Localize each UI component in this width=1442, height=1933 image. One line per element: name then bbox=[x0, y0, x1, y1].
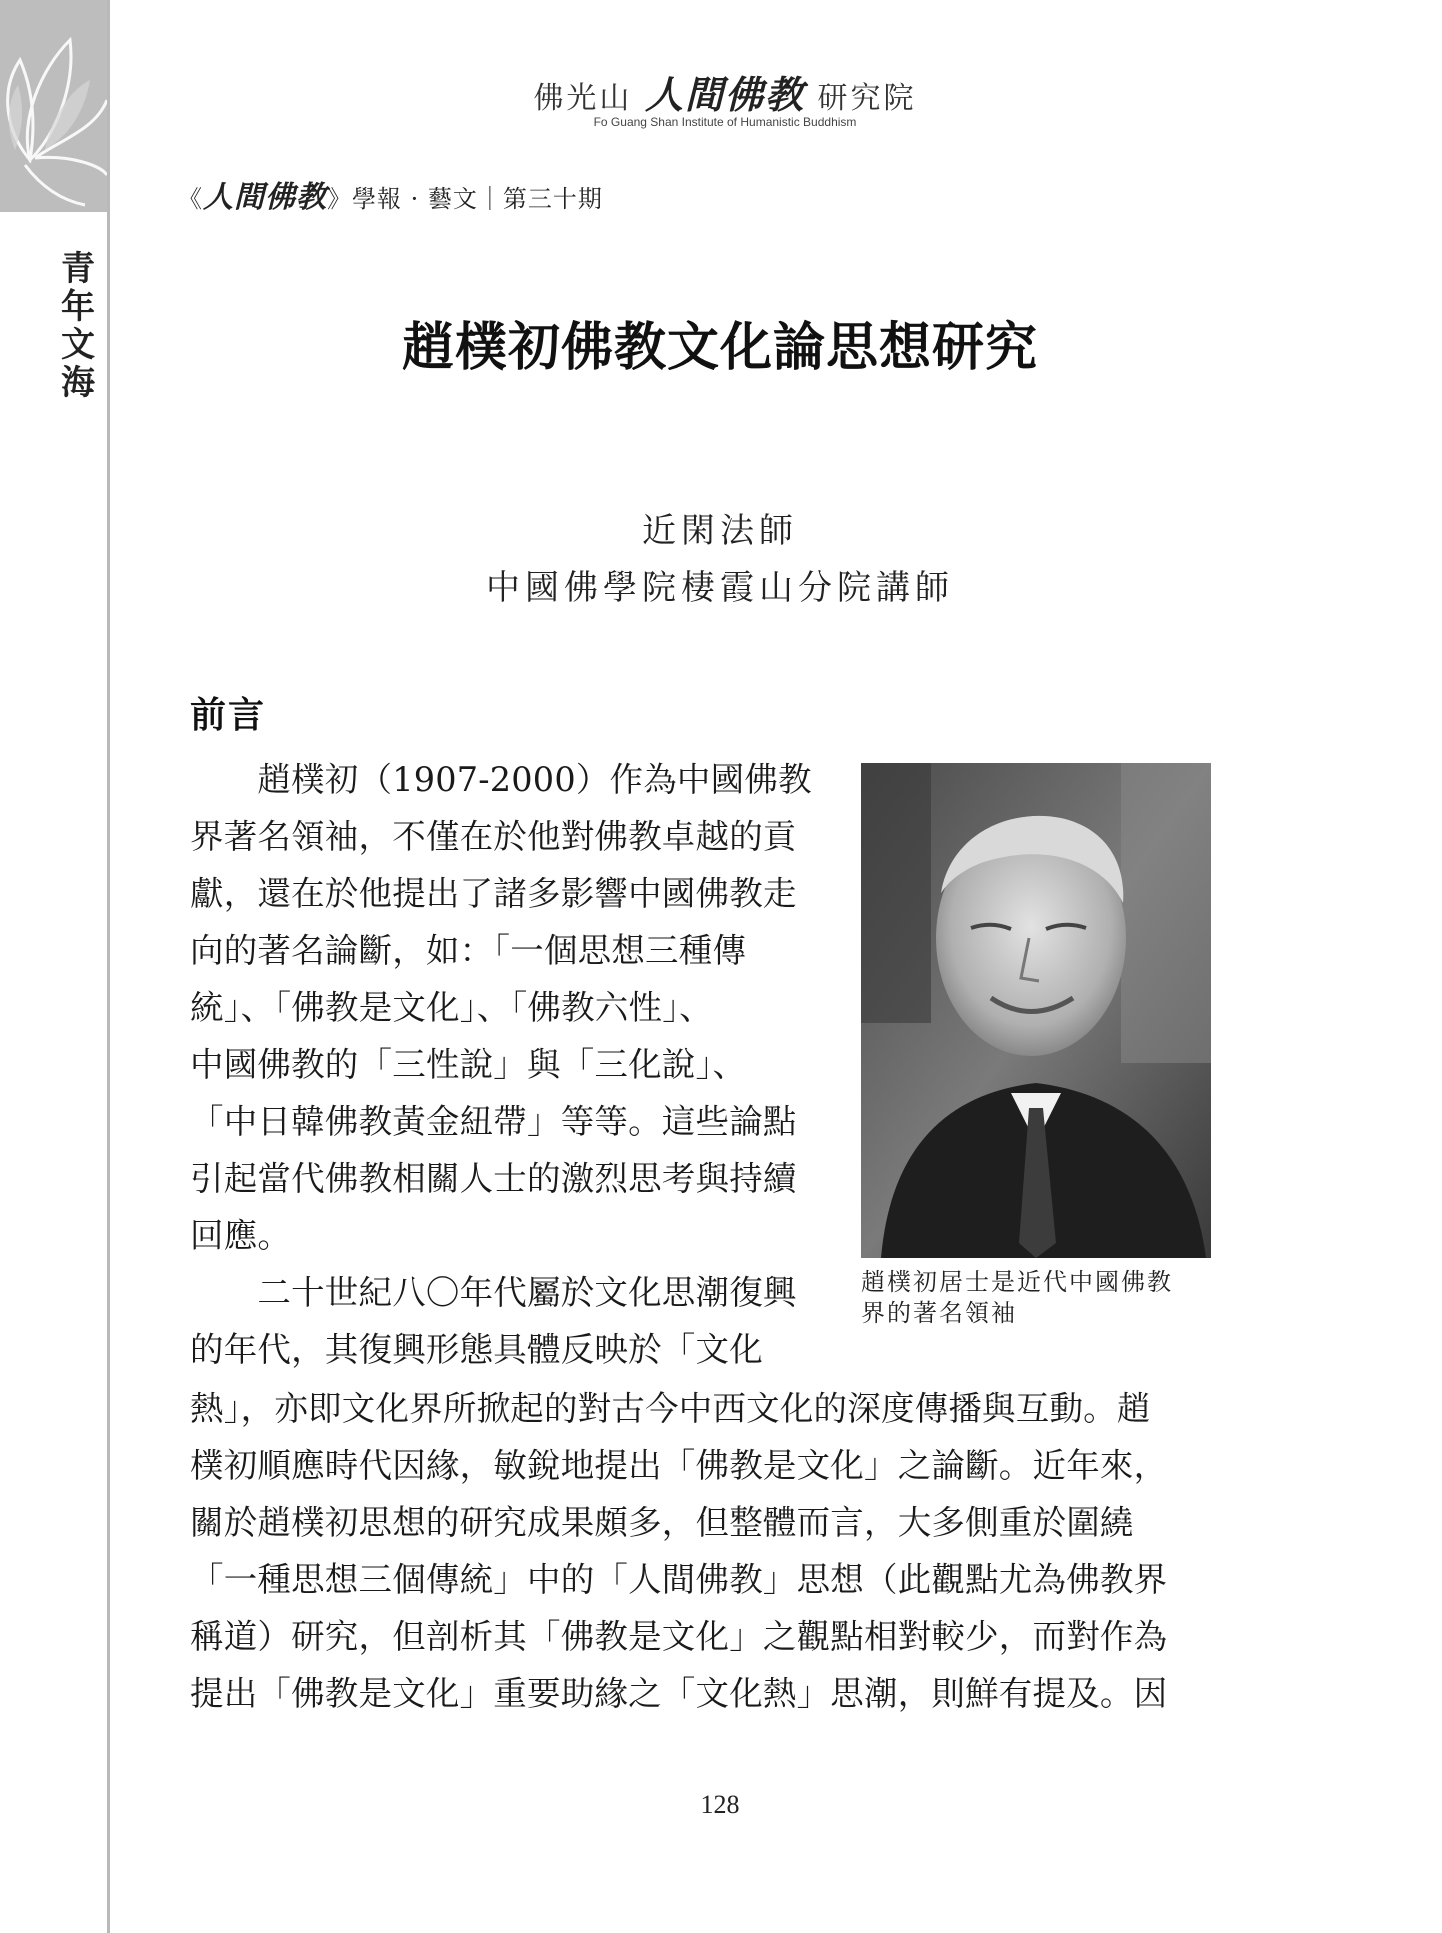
body-line: 界著名領袖，不僅在於他對佛教卓越的貢 bbox=[190, 817, 797, 856]
body-line: 回應。 bbox=[190, 1216, 292, 1255]
section-tab-char: 年 bbox=[61, 287, 95, 327]
section-heading: 前言 bbox=[190, 694, 267, 736]
body-line: 統」、「佛教是文化」、「佛教六性」、 bbox=[190, 988, 713, 1027]
caption-line: 趙樸初居士是近代中國佛教 bbox=[861, 1268, 1173, 1296]
body-line: 向的著名論斷，如：「一個思想三種傳 bbox=[190, 931, 747, 970]
body-line: 趙樸初（1907-2000）作為中國佛教 bbox=[190, 760, 812, 799]
portrait-image bbox=[861, 763, 1211, 1258]
journal-brand: 人間佛教 bbox=[203, 180, 327, 215]
body-line: 「一種思想三個傳統」中的「人間佛教」思想（此觀點尤為佛教界 bbox=[190, 1560, 1168, 1599]
body-line: 引起當代佛教相關人士的激烈思考與持續 bbox=[190, 1159, 797, 1198]
portrait-photo bbox=[861, 763, 1211, 1258]
body-line: 「中日韓佛教黃金紐帶」等等。這些論點 bbox=[190, 1102, 797, 1141]
institute-suffix: 研究院 bbox=[817, 81, 917, 116]
institute-title bbox=[505, 64, 945, 116]
body-line: 中國佛教的「三性說」與「三化說」、 bbox=[190, 1045, 747, 1084]
section-tab-char: 海 bbox=[61, 363, 95, 403]
page-number: 128 bbox=[700, 1790, 740, 1819]
body-line: 稱道）研究，但剖析其「佛教是文化」之觀點相對較少，而對作為 bbox=[190, 1617, 1168, 1656]
body-line: 關於趙樸初思想的研究成果頗多，但整體而言，大多側重於圍繞 bbox=[190, 1503, 1134, 1542]
journal-header bbox=[178, 172, 603, 216]
body-line: 的年代，其復興形態具體反映於「文化 bbox=[190, 1330, 763, 1369]
journal-issue: 》學報 · 藝文｜第三十期 bbox=[327, 185, 603, 213]
institute-prefix: 佛光山 bbox=[533, 81, 633, 116]
body-line: 樸初順應時代因緣，敏銳地提出「佛教是文化」之論斷。近年來， bbox=[190, 1446, 1168, 1485]
section-tab-char: 青 bbox=[61, 249, 95, 289]
lotus-emblem bbox=[0, 0, 107, 212]
institute-english-name: Fo Guang Shan Institute of Humanistic Buddhism bbox=[593, 115, 857, 129]
journal-open-bracket: 《 bbox=[178, 185, 203, 213]
section-tab-char: 文 bbox=[61, 325, 95, 365]
article-title: 趙樸初佛教文化論思想研究 bbox=[401, 317, 1038, 378]
author-name: 近閑法師 bbox=[642, 511, 798, 551]
body-line: 獻，還在於他提出了諸多影響中國佛教走 bbox=[190, 874, 797, 913]
institute-brand: 人間佛教 bbox=[644, 73, 805, 117]
caption-line: 界的著名領袖 bbox=[861, 1299, 1017, 1327]
lotus-icon bbox=[0, 0, 107, 212]
author-affiliation: 中國佛學院棲霞山分院講師 bbox=[486, 568, 954, 608]
body-line: 熱」，亦即文化界所掀起的對古今中西文化的深度傳播與互動。趙 bbox=[190, 1389, 1151, 1428]
body-line: 二十世紀八〇年代屬於文化思潮復興 bbox=[190, 1273, 797, 1312]
photo-caption bbox=[861, 1267, 1213, 1329]
body-line: 提出「佛教是文化」重要助緣之「文化熱」思潮，則鮮有提及。因 bbox=[190, 1674, 1168, 1713]
section-tab-label bbox=[55, 250, 101, 402]
